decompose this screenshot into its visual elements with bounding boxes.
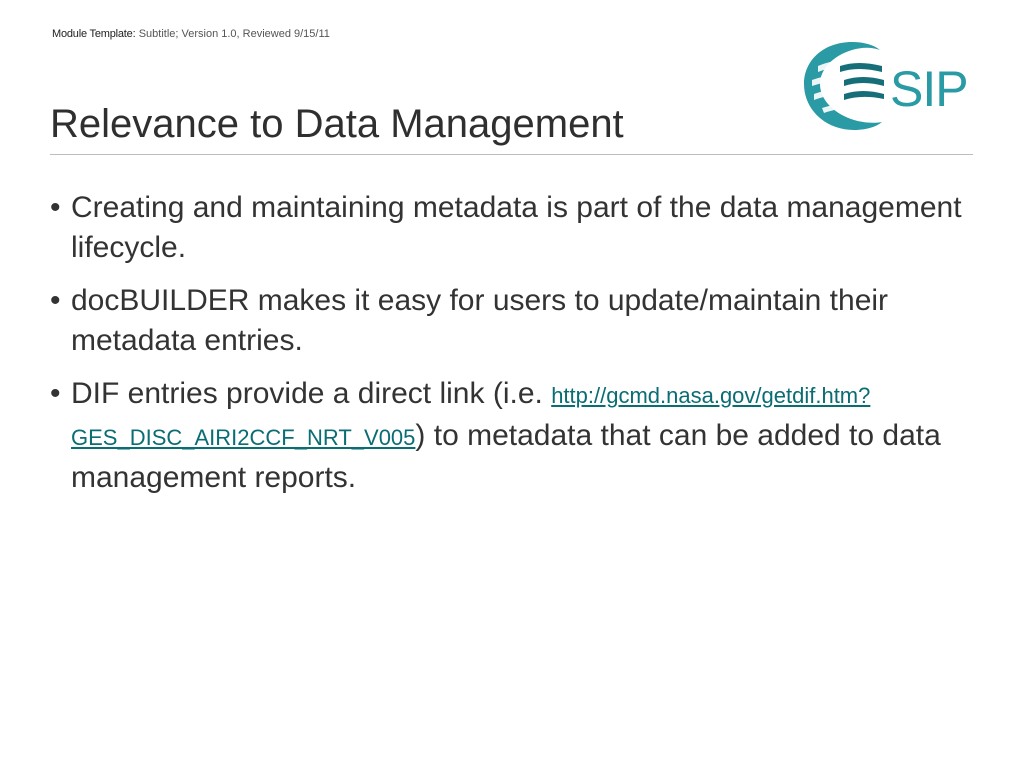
bullet-text-after: ) to metadata that can be added to data management reports. bbox=[71, 419, 941, 494]
slide-title: Relevance to Data Management bbox=[50, 102, 624, 146]
bullet-item bbox=[50, 281, 970, 361]
esip-logo-swoosh-icon bbox=[804, 42, 884, 130]
bullet-text-before: DIF entries provide a direct link (i.e. bbox=[71, 377, 552, 410]
module-separator: : bbox=[132, 28, 136, 40]
bullet-dot: • bbox=[50, 284, 61, 317]
bullet-dot: • bbox=[50, 377, 61, 410]
esip-logo bbox=[796, 36, 974, 136]
title-divider bbox=[50, 154, 973, 155]
module-header bbox=[52, 28, 330, 40]
bullet-text: docBUILDER makes it easy for users to update/maintain their metadata entries. bbox=[71, 284, 889, 357]
dif-link[interactable]: http://gcmd.nasa.gov/getdif.htm?GES_DISC_AIRI2CCF_NRT_V005 bbox=[71, 383, 871, 450]
esip-logo-text: SIP bbox=[890, 61, 968, 117]
module-meta: Subtitle; Version 1.0, Reviewed 9/15/11 bbox=[135, 28, 330, 40]
bullet-item bbox=[50, 188, 970, 268]
module-label: Module Template bbox=[52, 28, 133, 40]
bullet-list bbox=[50, 188, 970, 511]
bullet-dot: • bbox=[50, 191, 61, 224]
bullet-item bbox=[50, 374, 970, 498]
bullet-text: Creating and maintaining metadata is part of the data management lifecycle. bbox=[71, 191, 962, 264]
